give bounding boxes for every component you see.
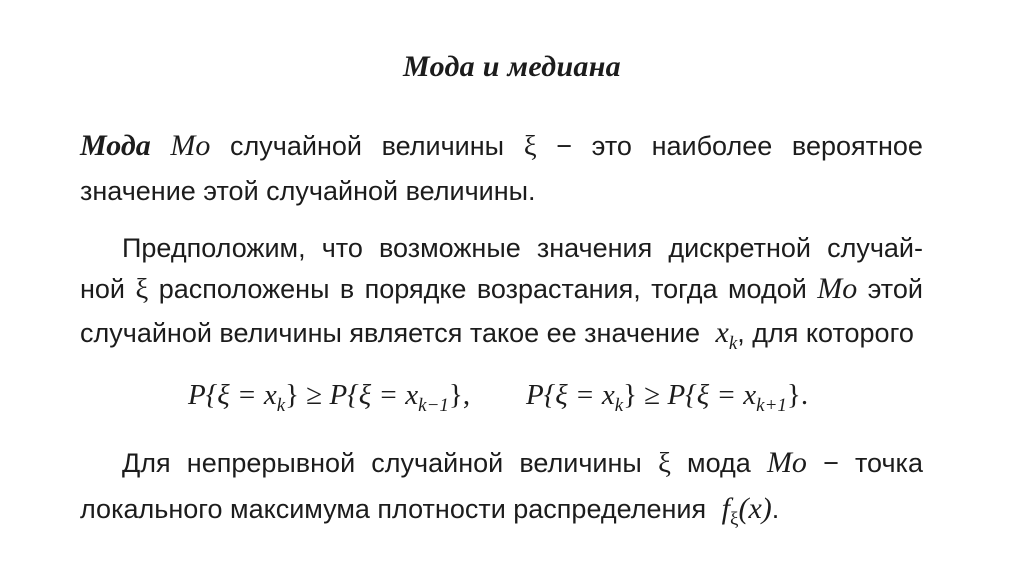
para2-text-e: , для которого — [737, 318, 914, 348]
formula-text: }. — [786, 379, 809, 411]
xk-subscript: k — [728, 333, 738, 354]
formula-text: P{ξ = — [329, 379, 406, 411]
para3-period: . — [771, 494, 780, 524]
density-symbol — [721, 492, 772, 530]
para1-line1 — [80, 129, 923, 163]
density-argument: (x) — [738, 492, 772, 525]
xk-base: x — [715, 316, 729, 349]
formula-text: P{ξ = — [188, 379, 264, 411]
formula-var: x — [601, 379, 615, 411]
mode-condition-formula — [0, 375, 1024, 419]
para2-text-c: этой — [867, 274, 923, 304]
formula-subscript: k−1 — [418, 395, 449, 416]
slide-title: Мода и медиана — [403, 50, 621, 83]
density-base: f — [721, 492, 730, 525]
formula-subscript: k+1 — [756, 395, 787, 416]
xi-symbol: ξ — [657, 447, 671, 479]
para2-text-b: расположены в порядке возрастания, тогда модой — [158, 274, 807, 304]
formula-text: P{ξ = — [667, 379, 744, 411]
para1-line2: значение этой случайной величины. — [80, 176, 536, 206]
para3-line1 — [122, 446, 923, 480]
xk-symbol — [715, 316, 738, 354]
para3-text-a: Для непрерывной случайной величины — [122, 448, 642, 478]
formula-left — [188, 375, 470, 415]
para2-line2 — [80, 272, 923, 306]
para3-text-d: локального максимума плотности распределения — [80, 494, 707, 524]
formula-text: }, — [448, 379, 471, 411]
formula-subscript: k — [276, 395, 286, 416]
formula-operator: } ≥ — [285, 379, 330, 411]
mode-symbol: Mo — [170, 129, 211, 162]
para2-text-d: случайной величины является такое ее значение — [80, 318, 700, 348]
para2-text-a: ной — [80, 274, 126, 304]
para3-text-c: − точка — [823, 448, 923, 478]
formula-subscript: k — [614, 395, 624, 416]
formula-var: x — [743, 379, 757, 411]
para3-line2 — [80, 492, 923, 530]
mode-symbol: Mo — [817, 272, 858, 305]
para2-line1: Предположим, что возможные значения дискретной случай- — [122, 233, 923, 263]
formula-right — [526, 375, 808, 415]
xi-symbol: ξ — [523, 130, 537, 162]
formula-operator: } ≥ — [623, 379, 668, 411]
para2-line3 — [80, 316, 923, 354]
para1-text-a: случайной величины — [230, 131, 505, 161]
formula-var: x — [263, 379, 277, 411]
formula-text: P{ξ = — [526, 379, 602, 411]
mode-symbol: Mo — [766, 446, 807, 479]
density-subscript: ξ — [730, 509, 739, 530]
formula-var: x — [405, 379, 419, 411]
xi-symbol: ξ — [135, 273, 149, 305]
para1-text-b: − это наиболее вероятное — [556, 131, 923, 161]
mode-term: Мода — [80, 129, 151, 162]
para3-text-b: мода — [687, 448, 751, 478]
